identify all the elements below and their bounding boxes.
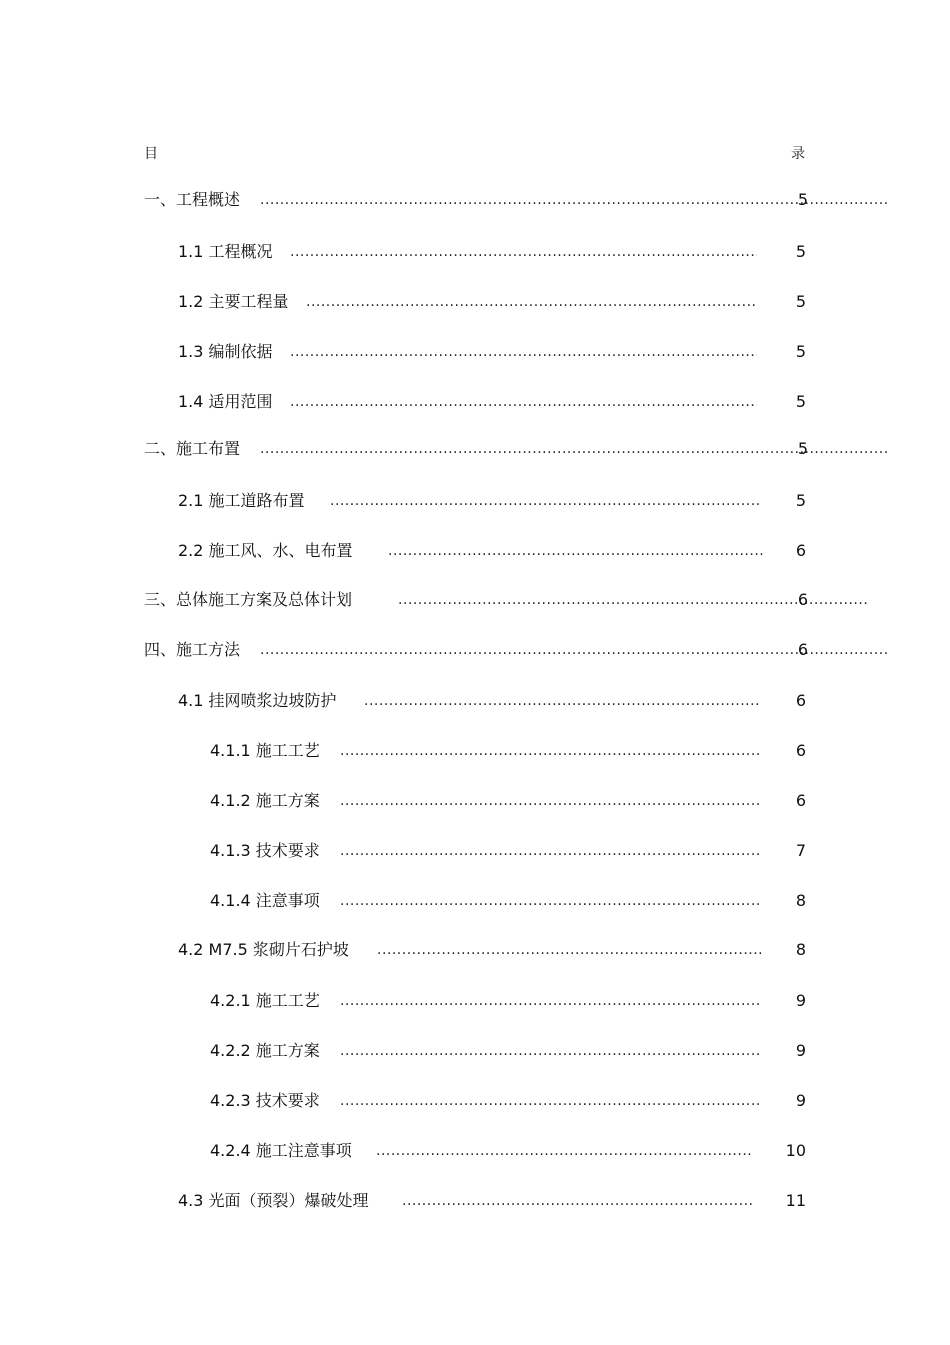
toc-dot-leader: [306, 290, 757, 314]
toc-entry-page-number: 6: [795, 741, 806, 760]
toc-entry-label: 4.2 M7.5 浆砌片石护坡: [178, 940, 349, 959]
toc-entry-label: 1.4 适用范围: [178, 392, 273, 411]
toc-entry[interactable]: [178, 689, 900, 713]
toc-entry[interactable]: [178, 539, 900, 563]
toc-entry-label: 4.1.4 注意事项: [210, 891, 320, 910]
toc-entry-page-number: 6: [795, 791, 806, 810]
toc-entry[interactable]: [178, 489, 900, 513]
toc-entry-label: 4.2.3 技术要求: [210, 1091, 320, 1110]
toc-dot-leader: [340, 1089, 760, 1113]
toc-entry-label: 1.3 编制依据: [178, 342, 273, 361]
toc-entry[interactable]: [144, 588, 900, 612]
toc-entry[interactable]: [210, 1039, 900, 1063]
toc-entry-page-number: 5: [795, 392, 806, 411]
toc-entry-page-number: 5: [795, 342, 806, 361]
toc-entry-page-number: 9: [795, 1041, 806, 1060]
toc-dot-leader: [340, 839, 760, 863]
toc-entry-label: 1.1 工程概况: [178, 242, 273, 261]
toc-entry-page-number: 6: [797, 590, 808, 609]
toc-entry-label: 三、总体施工方案及总体计划: [144, 590, 353, 609]
toc-entry-label: 4.1 挂网喷浆边坡防护: [178, 691, 337, 710]
toc-dot-leader: [377, 938, 763, 962]
toc-dot-leader: [376, 1139, 752, 1163]
toc-entry[interactable]: [210, 839, 900, 863]
toc-entry-page-number: 8: [795, 940, 806, 959]
toc-entry[interactable]: [210, 1089, 900, 1113]
toc-entry-label: 4.3 光面（预裂）爆破处理: [178, 1191, 369, 1210]
toc-entry-label: 四、施工方法: [144, 640, 241, 659]
toc-entry-label: 4.2.4 施工注意事项: [210, 1141, 352, 1160]
toc-entry-page-number: 6: [795, 541, 806, 560]
toc-entry[interactable]: [178, 390, 900, 414]
toc-entry[interactable]: [210, 789, 900, 813]
toc-dot-leader: [330, 489, 760, 513]
toc-entry-label: 2.2 施工风、水、电布置: [178, 541, 353, 560]
toc-entry[interactable]: [178, 340, 900, 364]
toc-entry-page-number: 6: [797, 640, 808, 659]
toc-entry[interactable]: [210, 739, 900, 763]
toc-entry-label: 1.2 主要工程量: [178, 292, 289, 311]
toc-entry[interactable]: [144, 188, 900, 212]
toc-dot-leader: [340, 1039, 760, 1063]
toc-dot-leader: [340, 789, 760, 813]
toc-entry-page-number: 10: [785, 1141, 806, 1160]
toc-entry[interactable]: [178, 938, 900, 962]
toc-entry-label: 4.1.1 施工工艺: [210, 741, 320, 760]
toc-dot-leader: [340, 889, 760, 913]
toc-entry-label: 4.1.2 施工方案: [210, 791, 320, 810]
toc-dot-leader: [402, 1189, 755, 1213]
toc-entry-label: 4.1.3 技术要求: [210, 841, 320, 860]
toc-entry-label: 4.2.2 施工方案: [210, 1041, 320, 1060]
toc-dot-leader: [290, 240, 757, 264]
toc-entry-label: 二、施工布置: [144, 439, 241, 458]
toc-entry-page-number: 9: [795, 991, 806, 1010]
toc-entry[interactable]: [178, 290, 900, 314]
toc-entry-page-number: 8: [795, 891, 806, 910]
toc-entry-label: 2.1 施工道路布置: [178, 491, 305, 510]
toc-dot-leader: [364, 689, 760, 713]
toc-entry-page-number: 5: [795, 292, 806, 311]
toc-heading-right: 录: [791, 146, 805, 162]
toc-entry[interactable]: [178, 1189, 900, 1213]
toc-entry[interactable]: [210, 889, 900, 913]
toc-entry-page-number: 5: [795, 491, 806, 510]
toc-entry[interactable]: [210, 989, 900, 1013]
toc-heading-left: 目: [144, 146, 158, 162]
toc-entry[interactable]: [144, 437, 900, 461]
toc-dot-leader: [340, 739, 760, 763]
toc-entry[interactable]: [178, 240, 900, 264]
toc-entry-label: 一、工程概述: [144, 190, 241, 209]
toc-entry-page-number: 5: [797, 439, 808, 458]
toc-dot-leader: [340, 989, 760, 1013]
toc-entry[interactable]: [210, 1139, 900, 1163]
toc-entry-page-number: 6: [795, 691, 806, 710]
toc-entry-page-number: 5: [797, 190, 808, 209]
toc-entry-page-number: 11: [785, 1191, 806, 1210]
toc-entry-page-number: 7: [795, 841, 806, 860]
toc-dot-leader: [290, 340, 757, 364]
toc-dot-leader: [290, 390, 757, 414]
toc-entry-page-number: 9: [795, 1091, 806, 1110]
toc-entry-label: 4.2.1 施工工艺: [210, 991, 320, 1010]
toc-entry-page-number: 5: [795, 242, 806, 261]
toc-dot-leader: [388, 539, 763, 563]
toc-entry[interactable]: [144, 638, 900, 662]
